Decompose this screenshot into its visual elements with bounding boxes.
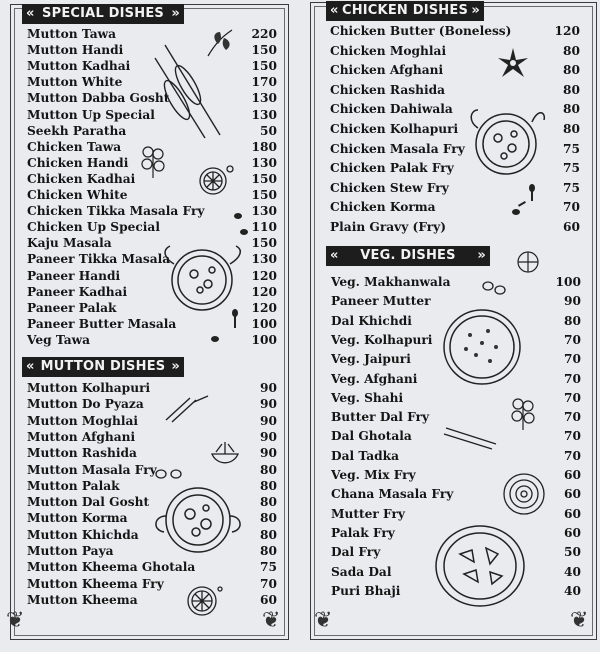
herb-leaf-icon (136, 140, 170, 180)
dish-name: Paneer Handi (27, 268, 121, 283)
lemon-slice-icon (516, 248, 542, 276)
dish-price: 150 (251, 236, 277, 251)
dish-price: 150 (251, 188, 277, 202)
dish-name: Seekh Paratha (27, 123, 127, 138)
dish-name: Mutton Kheema Ghotala (27, 560, 196, 575)
dish-price: 130 (251, 107, 277, 122)
dish-name: Chicken Rashida (330, 82, 445, 97)
dish-name: Mutton Khichda (27, 527, 139, 542)
dish-name: Chicken Butter (Boneless) (330, 24, 512, 38)
dish-price: 80 (260, 511, 277, 526)
dish-name: Chicken Korma (330, 200, 436, 215)
dish-name: Veg Tawa (27, 332, 91, 347)
dish-price: 60 (563, 220, 580, 234)
dish-price: 80 (563, 43, 580, 58)
dish-name: Mutton Kolhapuri (27, 381, 151, 395)
lemon-slice-icon (186, 583, 226, 619)
dish-price: 40 (564, 564, 581, 579)
herb-leaf-icon (506, 392, 540, 432)
dish-name: Dal Fry (331, 545, 381, 560)
dish-name: Mutton Up Special (27, 107, 155, 122)
dish-price: 70 (564, 371, 581, 386)
dish-price: 70 (564, 390, 581, 405)
dish-price: 80 (564, 313, 581, 328)
dish-name: Mutter Fry (331, 506, 405, 521)
corner-flourish-icon: ❦ (570, 608, 589, 633)
dish-price: 70 (564, 410, 581, 425)
curry-pot-icon (466, 98, 546, 182)
dish-price: 80 (563, 102, 580, 117)
dish-name: Mutton Handi (27, 43, 124, 58)
dish-name: Chicken Moghlai (330, 43, 447, 58)
dish-name: Mutton Korma (27, 511, 128, 526)
dish-price: 60 (564, 487, 581, 502)
dish-price: 120 (251, 300, 277, 315)
dish-price: 110 (251, 220, 277, 235)
dish-price: 130 (251, 155, 277, 170)
dish-price: 100 (555, 275, 581, 289)
dish-price: 90 (260, 413, 277, 428)
cinnamon-icon (160, 392, 212, 424)
spoon-icon (205, 305, 245, 347)
dish-name: Chicken Handi (27, 155, 129, 170)
corner-flourish-icon: ❦ (314, 608, 333, 633)
onion-icon (480, 278, 510, 298)
menu-item-row (331, 390, 581, 406)
dish-price: 60 (260, 592, 277, 607)
menu-item-row (330, 219, 580, 235)
dish-name: Veg. Mix Fry (331, 468, 416, 482)
dish-price: 60 (564, 525, 581, 540)
spoon-icon (232, 210, 252, 238)
dish-name: Veg. Jaipuri (331, 352, 411, 367)
dish-price: 90 (260, 429, 277, 444)
special-dishes-header: « SPECIAL DISHES » (22, 4, 184, 24)
menu-item-row (330, 199, 580, 215)
onion-icon (500, 468, 550, 518)
dish-price: 120 (554, 24, 580, 38)
dish-name: Mutton Masala Fry (27, 462, 157, 477)
dish-name: Chicken Tawa (27, 139, 122, 154)
dish-name: Chicken Afghani (330, 63, 444, 78)
dish-price: 70 (564, 332, 581, 347)
curry-pot-icon (150, 480, 246, 558)
dish-price: 70 (260, 576, 277, 591)
dish-price: 120 (251, 284, 277, 299)
dish-name: Chicken Kadhai (27, 171, 136, 186)
dish-price: 80 (563, 82, 580, 97)
dish-name: Dal Ghotala (331, 429, 412, 444)
lemon-slice-icon (197, 163, 237, 197)
pizza-icon (440, 305, 526, 389)
star-anise-icon (496, 46, 530, 80)
menu-item-row (27, 413, 277, 429)
dish-price: 70 (564, 429, 581, 444)
dish-name: Puri Bhaji (331, 583, 401, 598)
herb-leaf-icon (204, 26, 238, 60)
dish-price: 50 (260, 123, 277, 138)
dish-name: Mutton Kheema Fry (27, 576, 164, 591)
dish-name: Kaju Masala (27, 236, 112, 251)
menu-item-row (27, 187, 277, 203)
dish-price: 50 (564, 545, 581, 560)
dish-price: 150 (251, 43, 277, 58)
dish-name: Mutton Do Pyaza (27, 397, 144, 412)
dish-name: Palak Fry (331, 525, 395, 540)
dish-price: 170 (251, 75, 277, 90)
dish-name: Chicken Stew Fry (330, 180, 449, 195)
dish-price: 70 (563, 200, 580, 215)
dish-name: Dal Khichdi (331, 313, 412, 328)
dish-name: Mutton Palak (27, 478, 120, 493)
dish-name: Mutton White (27, 75, 123, 90)
dish-price: 90 (260, 446, 277, 461)
dish-name: Paneer Tikka Masala (27, 252, 171, 267)
mutton-dishes-header: « MUTTON DISHES » (22, 357, 184, 377)
dish-price: 90 (260, 381, 277, 395)
dish-name: Mutton Dabba Gosht (27, 91, 170, 106)
dish-price: 180 (251, 139, 277, 154)
spoon-icon (506, 180, 542, 220)
corner-flourish-icon: ❦ (6, 608, 25, 633)
menu-item-row (27, 380, 277, 396)
menu-item-row (331, 274, 581, 290)
dish-name: Veg. Kolhapuri (331, 332, 433, 347)
dish-name: Paneer Butter Masala (27, 316, 177, 331)
cinnamon-icon (442, 422, 502, 452)
dish-name: Veg. Shahi (331, 390, 404, 405)
dish-name: Chicken White (27, 188, 128, 202)
dish-price: 75 (563, 161, 580, 176)
curry-pot-icon (430, 520, 530, 616)
dish-name: Veg. Makhanwala (331, 275, 451, 289)
dish-price: 120 (251, 268, 277, 283)
dish-price: 130 (251, 204, 277, 219)
dish-name: Sada Dal (331, 564, 392, 579)
dish-name: Mutton Dal Gosht (27, 495, 150, 510)
dish-price: 70 (564, 352, 581, 367)
dish-price: 70 (564, 448, 581, 463)
dish-name: Dal Tadka (331, 448, 400, 463)
dish-name: Chicken Dahiwala (330, 102, 453, 117)
dish-name: Veg. Afghani (331, 371, 418, 386)
dish-price: 80 (260, 544, 277, 558)
dish-name: Mutton Tawa (27, 27, 117, 41)
dish-name: Paneer Mutter (331, 294, 431, 309)
dish-name: Chicken Palak Fry (330, 161, 454, 176)
dish-name: Paneer Palak (27, 300, 117, 315)
dish-price: 130 (251, 91, 277, 106)
lemon-slice-icon (208, 428, 242, 464)
dish-price: 90 (260, 397, 277, 412)
dish-name: Mutton Kheema (27, 592, 138, 607)
dish-price: 80 (563, 63, 580, 78)
corner-flourish-icon: ❦ (262, 608, 281, 633)
dish-price: 100 (251, 332, 277, 347)
dish-name: Mutton Paya (27, 544, 114, 558)
chicken-dishes-header: « CHICKEN DISHES » (326, 1, 484, 21)
dish-price: 40 (564, 583, 581, 598)
dish-name: Butter Dal Fry (331, 410, 430, 425)
dish-price: 90 (564, 294, 581, 309)
menu-item-row (27, 592, 277, 608)
menu-item-row (27, 576, 277, 592)
menu-item-row (27, 396, 277, 412)
dish-price: 100 (251, 316, 277, 331)
dish-price: 75 (563, 141, 580, 156)
dish-price: 75 (563, 180, 580, 195)
menu-item-row (330, 82, 580, 98)
dish-price: 60 (564, 468, 581, 482)
dish-price: 150 (251, 171, 277, 186)
dish-price: 60 (564, 506, 581, 521)
dish-price: 80 (563, 122, 580, 136)
veg-dishes-header: « VEG. DISHES » (326, 246, 490, 266)
dish-price: 80 (260, 462, 277, 477)
menu-item-row (330, 23, 580, 39)
dish-price: 75 (260, 560, 277, 575)
dish-name: Plain Gravy (Fry) (330, 220, 447, 234)
menu-item-row (330, 43, 580, 59)
dish-name: Mutton Rashida (27, 446, 137, 461)
dish-price: 130 (251, 252, 277, 267)
dish-name: Mutton Moghlai (27, 413, 139, 428)
dish-price: 220 (251, 27, 277, 41)
dish-name: Chicken Tikka Masala Fry (27, 204, 205, 219)
dish-name: Mutton Afghani (27, 429, 136, 444)
dish-name: Chana Masala Fry (331, 487, 454, 502)
dish-name: Paneer Kadhai (27, 284, 128, 299)
menu-item-row (27, 559, 277, 575)
dish-price: 80 (260, 478, 277, 493)
menu-item-row (330, 180, 580, 196)
menu-item-row (330, 62, 580, 78)
dish-name: Mutton Kadhai (27, 59, 131, 74)
dish-name: Chicken Kolhapuri (330, 122, 459, 136)
dish-name: Chicken Masala Fry (330, 141, 465, 156)
dish-price: 80 (260, 527, 277, 542)
dish-price: 150 (251, 59, 277, 74)
dish-price: 80 (260, 495, 277, 510)
dish-name: Chicken Up Special (27, 220, 160, 235)
